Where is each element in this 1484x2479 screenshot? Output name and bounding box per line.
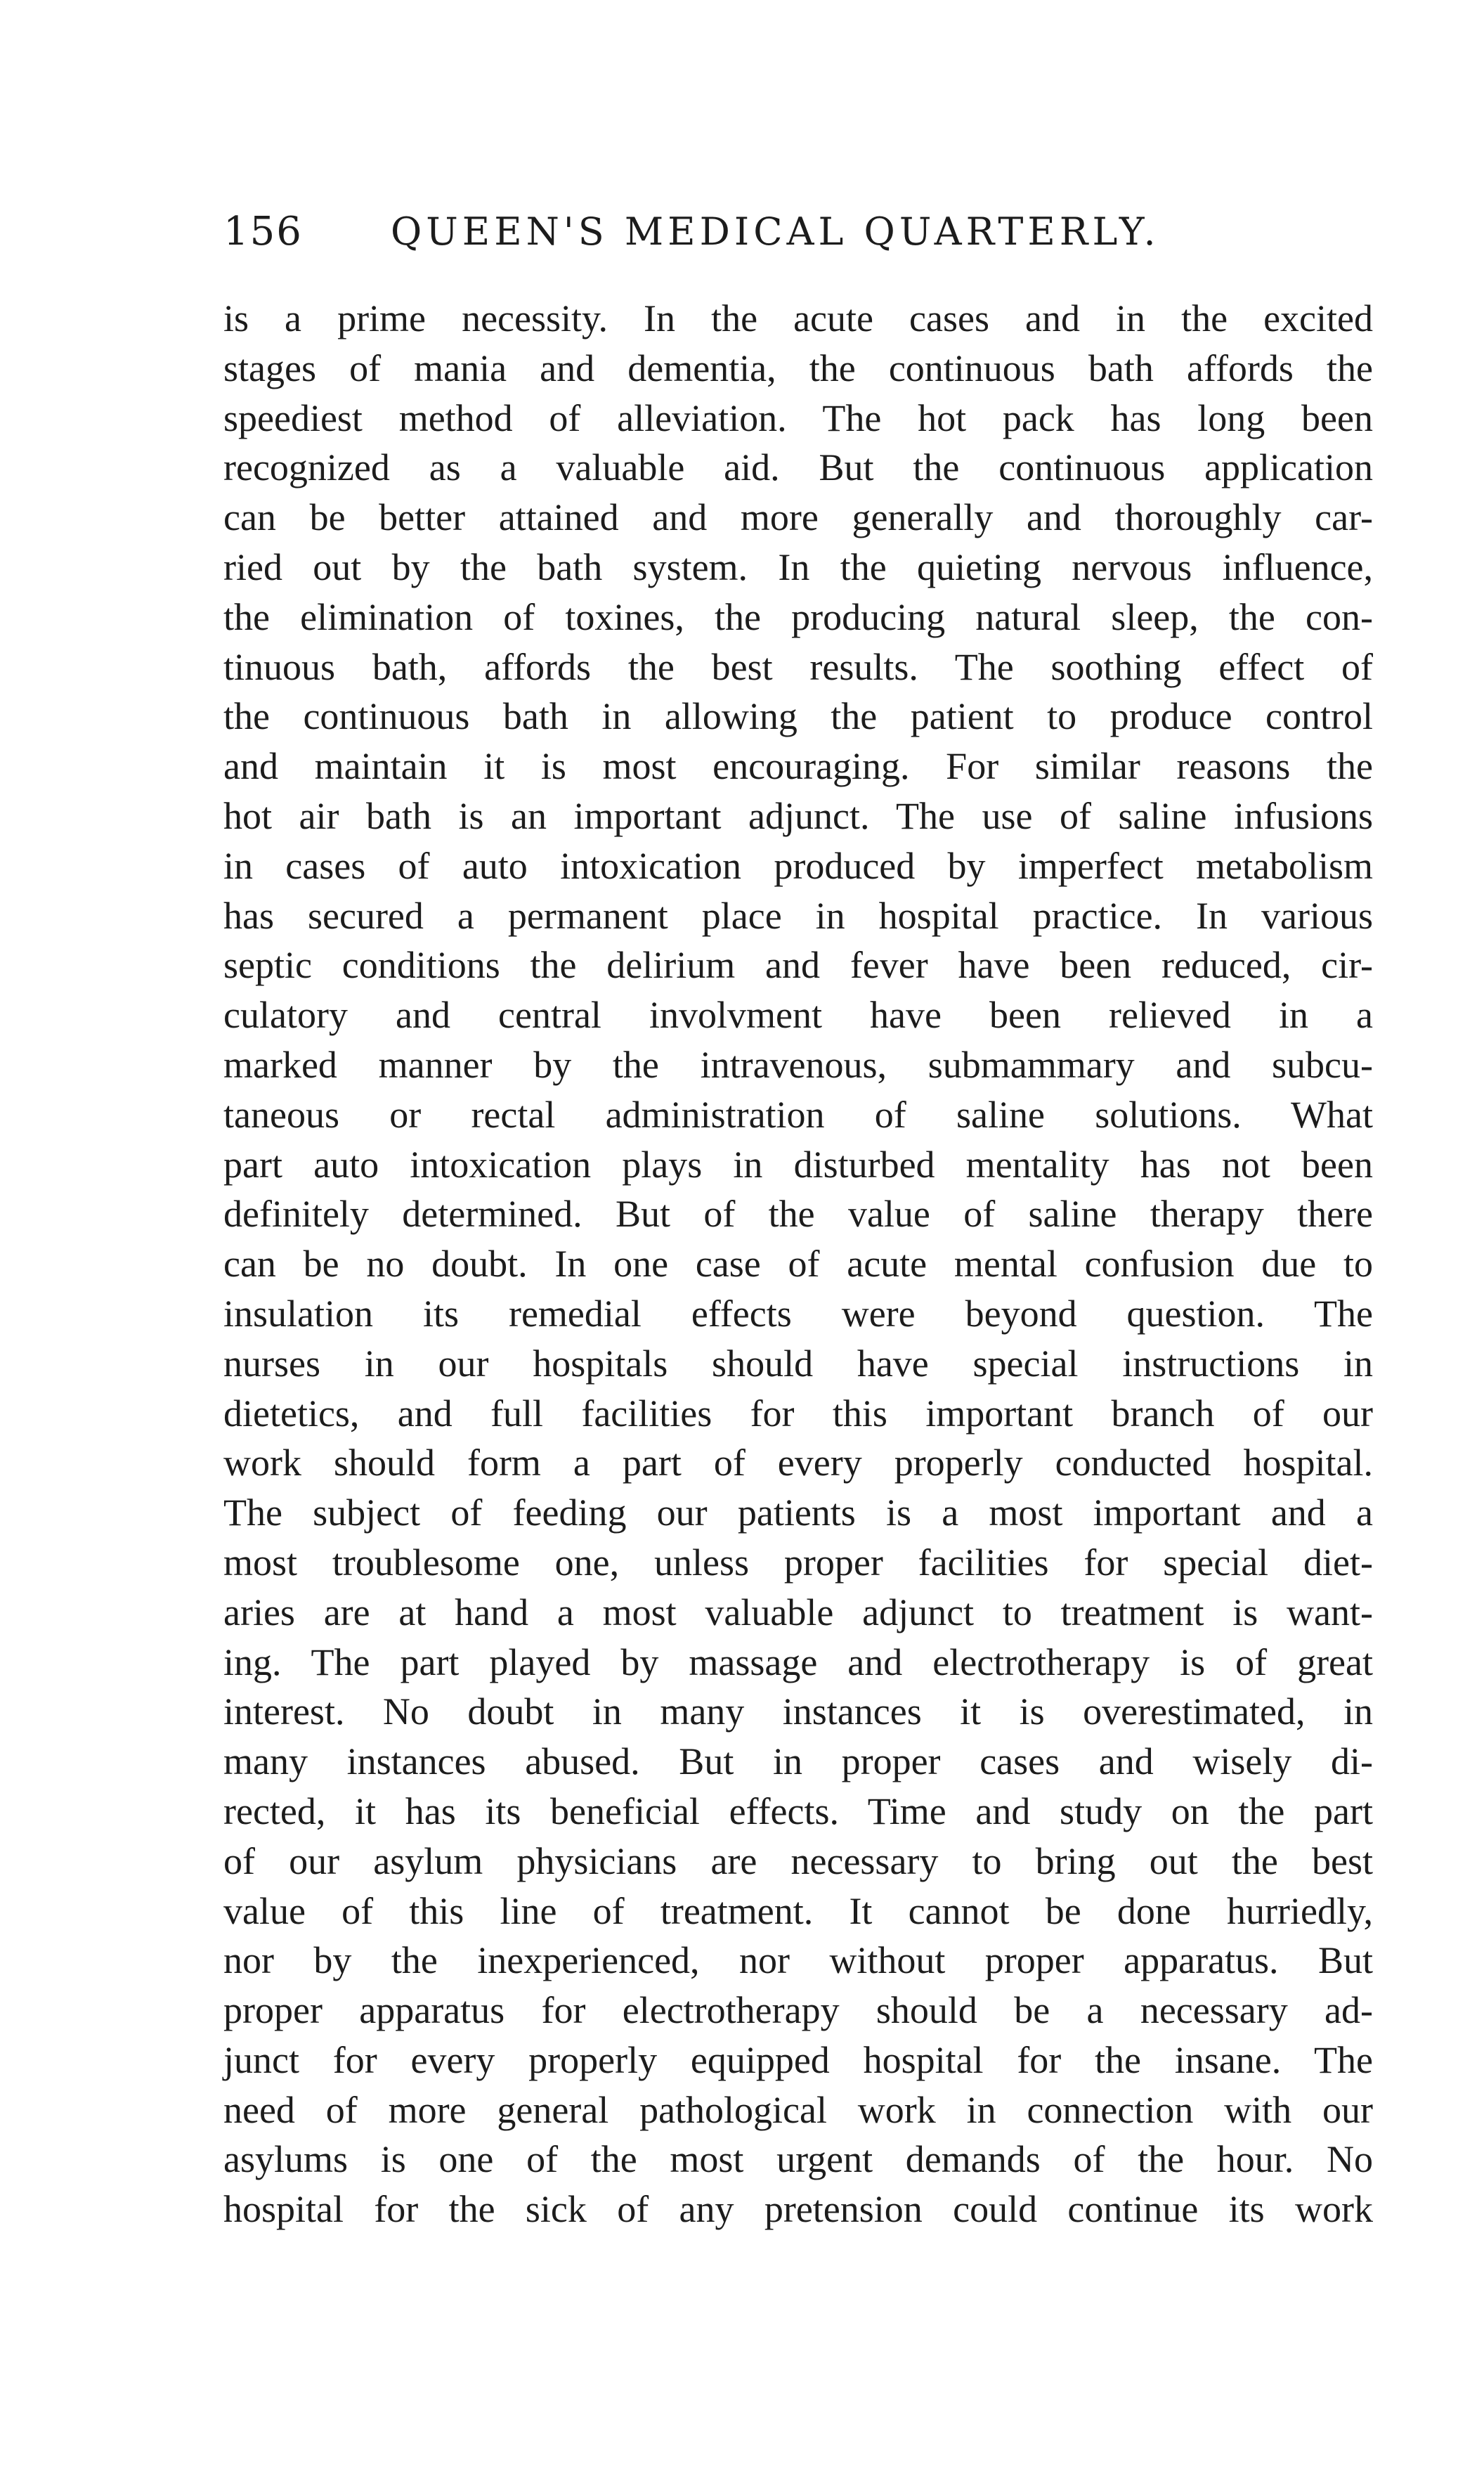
text-line: proper apparatus for electrotherapy should be a necessary ad-: [223, 1989, 1373, 2032]
text-line: is a prime necessity. In the acute cases and in the excited: [223, 297, 1373, 339]
text-line: interest. No doubt in many instances it is overestimated, in: [223, 1690, 1373, 1733]
text-line: recognized as a valuable aid. But the continuous application: [223, 446, 1373, 489]
body-paragraph: [223, 294, 1373, 2234]
text-line: The subject of feeding our patients is a most important and a: [223, 1491, 1373, 1534]
text-line: most troublesome one, unless proper facilities for special diet-: [223, 1541, 1373, 1584]
text-line: many instances abused. But in proper cases and wisely di-: [223, 1740, 1373, 1783]
text-line: insulation its remedial effects were beyond question. The: [223, 1292, 1373, 1335]
text-line: in cases of auto intoxication produced by imperfect metabolism: [223, 844, 1373, 887]
text-line: marked manner by the intravenous, submammary and subcu-: [223, 1043, 1373, 1086]
text-line: can be better attained and more generally and thoroughly car-: [223, 496, 1373, 539]
page-number: 156: [223, 209, 303, 254]
text-line: nor by the inexperienced, nor without proper apparatus. But: [223, 1939, 1373, 1982]
text-line: speediest method of alleviation. The hot pack has long been: [223, 396, 1373, 439]
text-line: stages of mania and dementia, the continuous bath affords the: [223, 347, 1373, 389]
text-line: value of this line of treatment. It cannot be done hurriedly,: [223, 1889, 1373, 1932]
text-line: of our asylum physicians are necessary to bring out the best: [223, 1839, 1373, 1882]
text-line: ried out by the bath system. In the quieting nervous influence,: [223, 545, 1373, 588]
text-line: asylums is one of the most urgent demands of the hour. No: [223, 2138, 1373, 2181]
text-line: need of more general pathological work in connection with our: [223, 2088, 1373, 2131]
text-line: hot air bath is an important adjunct. The use of saline infusions: [223, 794, 1373, 837]
text-line: hospital for the sick of any pretension could continue its work: [223, 2188, 1373, 2231]
running-head: [223, 204, 1221, 260]
text-line: dietetics, and full facilities for this important branch of our: [223, 1392, 1373, 1435]
text-line: aries are at hand a most valuable adjunct to treatment is want-: [223, 1591, 1373, 1633]
text-line: taneous or rectal administration of saline solutions. What: [223, 1093, 1373, 1136]
text-line: junct for every properly equipped hospital for the insane. The: [223, 2038, 1373, 2081]
text-line: has secured a permanent place in hospital practice. In various: [223, 894, 1373, 937]
text-line: septic conditions the delirium and fever have been reduced, cir-: [223, 944, 1373, 987]
text-line: ing. The part played by massage and electrotherapy is of great: [223, 1640, 1373, 1683]
text-line: can be no doubt. In one case of acute mental confusion due to: [223, 1243, 1373, 1286]
text-line: nurses in our hospitals should have special instructions in: [223, 1342, 1373, 1385]
text-line: work should form a part of every properly conducted hospital.: [223, 1442, 1373, 1484]
text-line: the continuous bath in allowing the patient to produce control: [223, 695, 1373, 738]
text-line: tinuous bath, affords the best results. The soothing effect of: [223, 645, 1373, 688]
text-line: the elimination of toxines, the producing natural sleep, the con-: [223, 595, 1373, 638]
text-line: definitely determined. But of the value of saline therapy there: [223, 1193, 1373, 1236]
journal-title: QUEEN'S MEDICAL QUARTERLY.: [391, 209, 1160, 254]
text-line: and maintain it is most encouraging. For similar reasons the: [223, 745, 1373, 788]
text-line: rected, it has its beneficial effects. Time and study on the part: [223, 1789, 1373, 1832]
text-line: part auto intoxication plays in disturbed mentality has not been: [223, 1143, 1373, 1186]
text-line: culatory and central involvment have been relieved in a: [223, 994, 1373, 1037]
